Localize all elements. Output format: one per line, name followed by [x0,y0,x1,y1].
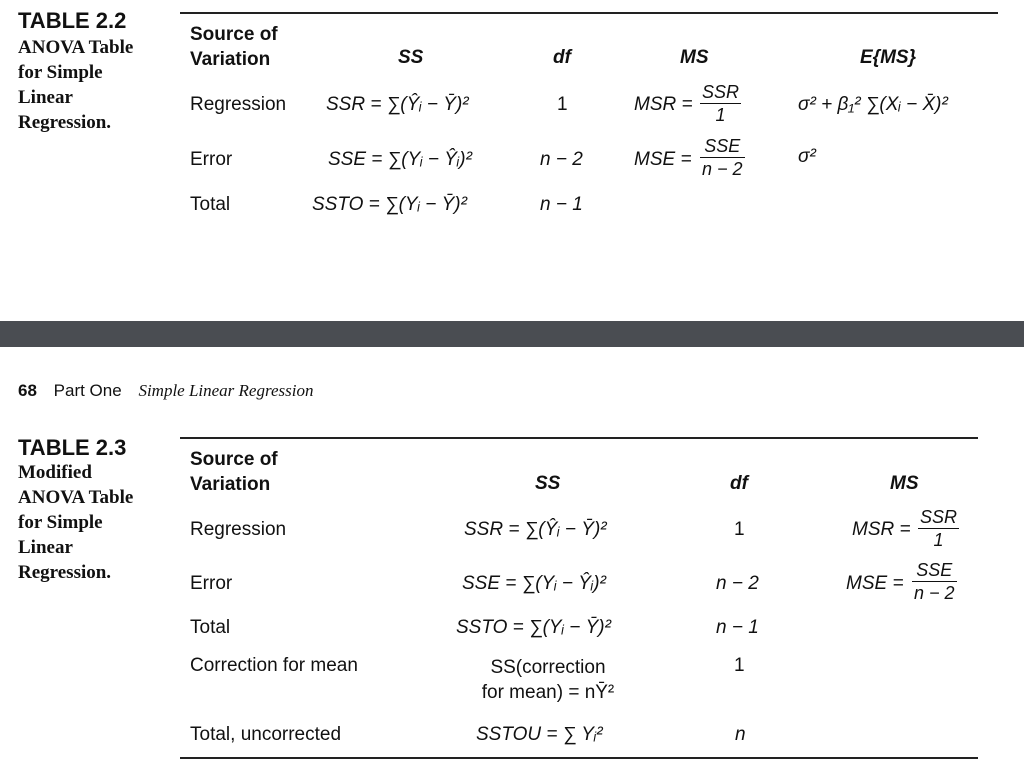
table-2-2-header-ems: E{MS} [860,47,916,68]
table-2-2-row-error-ms-lhs: MSE = [634,149,692,170]
table-2-2-header-df: df [553,47,571,68]
table-2-3-row-total-source: Total [190,617,231,638]
table-2-2-header-source: Source of Variation [190,24,278,70]
table-2-3-row-total-df: n − 1 [716,617,759,638]
table-2-3-row-regression-df: 1 [734,519,745,540]
table-2-3-bottom-rule [180,757,978,759]
table-2-2-row-regression-ems: σ² + β₁² ∑(Xᵢ − X̄)² [798,94,948,115]
table-2-2-row-regression-ss: SSR = ∑(Ŷᵢ − Ȳ)² [326,94,469,115]
table-2-2-row-error-ems: σ² [798,146,816,167]
table-2-2-row-regression-ms-fraction: SSR 1 [702,82,740,126]
table-2-3-row-total-uncorrected-df: n [735,724,746,745]
table-2-3-header-source: Source of Variation [190,449,278,495]
table-2-3-row-correction-df: 1 [734,655,745,676]
chapter-title: Simple Linear Regression [138,381,314,400]
page-break-divider [0,321,1024,347]
table-2-2-row-total-df: n − 1 [540,194,583,215]
table-2-2-row-error-source: Error [190,149,233,170]
table-2-3-row-regression-ms-fraction: SSR 1 [920,507,958,551]
table-2-3-row-correction-ss: SS(correction for mean) = nȲ² [481,657,615,703]
table-2-2-row-regression-df: 1 [557,94,568,115]
table-2-3-row-correction-source: Correction for mean [190,655,358,676]
table-2-3-header-ss: SS [535,473,561,494]
table-2-2-row-error-df: n − 2 [540,149,583,170]
table-2-2-row-error-ss: SSE = ∑(Yᵢ − Ŷᵢ)² [328,149,472,170]
table-2-3-header-ms: MS [890,473,919,494]
table-2-3-row-total-uncorrected-ss: SSTOU = ∑ Yᵢ² [476,724,603,745]
table-2-2-top-rule [180,12,998,14]
table-2-3-row-regression-ss: SSR = ∑(Ŷᵢ − Ȳ)² [464,519,607,540]
table-2-3-row-error-source: Error [190,573,233,594]
table-2-3-row-error-ms-lhs: MSE = [846,573,904,594]
table-2-3-row-error-ss: SSE = ∑(Yᵢ − Ŷᵢ)² [462,573,606,594]
table-2-3-caption-number: TABLE 2.3 [18,435,127,460]
part-label: Part One [53,381,122,400]
table-2-3-row-regression-source: Regression [190,519,287,540]
page-running-header [18,381,313,401]
table-2-3-top-rule [180,437,978,439]
table-2-2-row-total-ss: SSTO = ∑(Yᵢ − Ȳ)² [312,194,467,215]
table-2-2-header-ms: MS [680,47,709,68]
table-2-3-row-error-ms-fraction: SSE n − 2 [914,560,955,604]
table-2-2-row-error-ms-fraction: SSE n − 2 [702,136,743,180]
table-2-3-row-total-ss: SSTO = ∑(Yᵢ − Ȳ)² [456,617,611,638]
table-2-2-caption-number: TABLE 2.2 [18,8,127,33]
table-2-3-header-df: df [730,473,748,494]
table-2-3-caption-desc: Modified ANOVA Table for Simple Linear Regression. [18,462,134,583]
table-2-2-header-ss: SS [398,47,424,68]
table-2-2-row-regression-ms-lhs: MSR = [634,94,693,115]
table-2-3-row-total-uncorrected-source: Total, uncorrected [190,724,342,745]
table-2-2-row-total-source: Total [190,194,231,215]
table-2-2-caption-desc: ANOVA Table for Simple Linear Regression. [18,37,134,133]
page-number: 68 [18,381,37,400]
table-2-2-row-regression-source: Regression [190,94,287,115]
table-2-3-row-regression-ms-lhs: MSR = [852,519,911,540]
table-2-3-row-error-df: n − 2 [716,573,759,594]
